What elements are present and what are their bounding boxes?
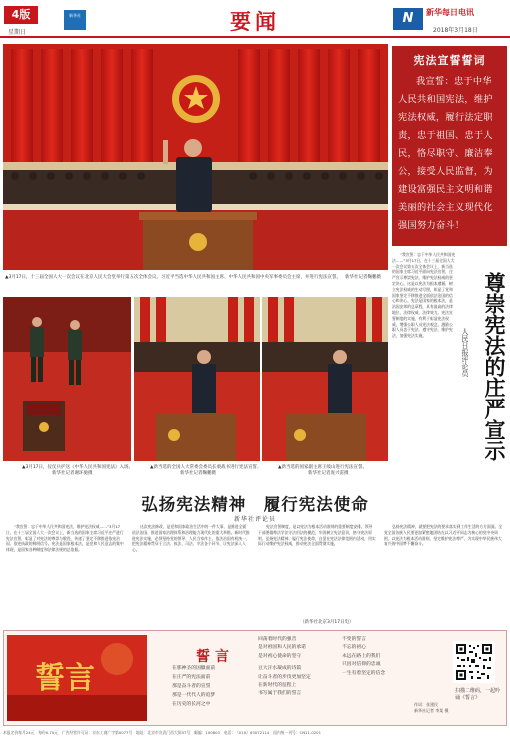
page-header — [0, 0, 510, 38]
poem-author: 作词：张建民 新华社记者 李某 摄 — [414, 702, 449, 713]
photo-li-zhanshu — [134, 297, 260, 461]
poem-block-3: 不变的誓言 不忘的初心 永远在路上的我们 只因对信仰的忠诚 一生有着坚定的信念 — [342, 637, 386, 676]
article-dateline: （新华社北京3月17日电） — [300, 620, 354, 625]
article-title: 弘扬宪法精神 履行宪法使命 — [141, 495, 369, 514]
poem-block-2: 回荡着时代的强音 是对祖国和人民的承诺 是对初心使命的坚守 豆大汗水凝成的诗篇 让奋斗者的步伐更加坚定 在新时代的征程上 书写属于我们的誓言 — [258, 637, 311, 697]
main-photo — [3, 44, 388, 270]
article-col-2: 这次宪法修改，是党和国家政治生活中的一件大事，是推进全面依法治国、推进国家治理体系和治理能力现代化的重大举措。新时代推进宪法实施，必须坚持党的领导、人民当家作主、依法治国有机统一，把宪法精神贯穿于立法、执法、司法、守法各个环节，让宪法深入人心。 — [132, 524, 250, 553]
oath-title: 宪法宣誓誓词 — [413, 54, 486, 67]
commentary-col-1: “我宣誓：忠于中华人民共和国宪法……”3月17日，在十三届全国人大一次会议第五次全体会议上，新当选的国家主席习近平面向宪法宣誓，庄严宣示尊崇宪法、维护宪法权威的坚定决心。这是以宪法为根本遵循，树立宪法权威的生动写照，彰显了党和国家坚定不移推进全面依法治国的信心和决心。宪法是国家的根本法，是治国安邦的总章程，具有最高的法律地位、法律权威、法律效力。宪法宣誓制度的实施，有利于彰显宪法权威，增强公职人员宪法观念，激励公职人员忠于宪法、遵守宪法、维护宪法，加强宪法实施。 — [392, 252, 456, 339]
commentary-byline: 人民日报评论员 — [461, 328, 469, 377]
qr-label: 扫描二维码，一起吟诵《誓言》 — [455, 688, 501, 701]
qr-code[interactable] — [453, 641, 495, 683]
photo-li-zhanshu-caption: ▲新当选的全国人大常委会委员长栗战书进行宪法宣誓。 新华社记者鞠鹏摄 — [150, 465, 262, 476]
poem-image-text: 誓言 — [35, 661, 95, 696]
poem-block-1: 在那神圣的国徽面前 在庄严的宪法面前 那是奋斗者的宣誓 那是一代代人的追梦 在历史的长河之中 — [172, 666, 216, 707]
page-number: 4版 — [4, 6, 38, 24]
brand-logo: N — [393, 8, 423, 30]
article-col-3: 宪法宣誓制度，是以宪法为根本活动准则的重要制度安排。领导干部要做尊法学法守法用法的模范，牢固树立宪法意识，恪守宪法原则、弘扬宪法精神、履行宪法使命，自觉在宪法法律范围内活动，用实际行动维护宪法权威，推动宪法全面贯彻实施。 — [258, 524, 376, 547]
article-byline: 新华社评论员 — [233, 516, 276, 523]
page-footer: 本报定价每月24元 每份0.70元 广告经营许可证：京东工商广字第0077号 地址：北京市宣武门西大街57号 邮编：100803 电话：（010）63072114 国内统一刊号：CN11-0201 — [3, 730, 322, 735]
article-col-1: “我宣誓：忠于中华人民共和国宪法，维护宪法权威……”3月17日，在十三届全国人大一次会议上，新当选的国家主席习近平庄严进行宪法宣誓，彰显了对宪法的尊崇与敬畏，传递了坚定不移推进依宪治国、依宪执政的鲜明信号。宪法是国家根本法，是党和人民意志的集中体现，是国家各种制度和法律法规的总依据。 — [6, 524, 124, 553]
section-title: 要闻 — [230, 9, 280, 34]
poem-title: 誓言 — [196, 649, 234, 665]
oath-ceremony-image — [3, 44, 388, 270]
photo-wang-qishan — [262, 297, 388, 461]
xinhua-logo: 新华社 — [64, 10, 86, 30]
paper-name: 新华每日电讯 — [426, 8, 474, 17]
photo-honor-guard — [3, 297, 131, 461]
oath-text-box — [392, 46, 507, 246]
page-weekday: 星期日 — [8, 29, 27, 36]
commentary-title: 尊崇宪法的庄严宣示 — [482, 272, 507, 461]
photo-wang-qishan-caption: ▲新当选的国家副主席王岐山进行宪法宣誓。 新华社记者庞兴雷摄 — [278, 465, 367, 476]
issue-date: 2018年3月18日 — [433, 27, 478, 34]
qr-code-icon — [455, 643, 493, 681]
article-col-4: 弘扬宪法精神，就要把宪法的要求落实到工作生活的方方面面。全党全国各族人民要更加紧密地团结在以习近平同志为核心的党中央周围，以宪法为根本活动准则，坚定维护宪法尊严，为实现中华民族伟大复兴的中国梦不懈奋斗。 — [384, 524, 503, 547]
photo-honor-guard-caption: ▲3月17日，仪仗兵护送《中华人民共和国宪法》入场。 新华社记者谢环驰摄 — [22, 465, 134, 476]
oath-text: 我宣誓：忠于中华人民共和国宪法，维护宪法权威，履行法定职责，忠于祖国、忠于人民，恪尽职守、廉洁奉公，接受人民监督，为建设富强民主文明和谐美丽的社会主义现代化强国努力奋斗！ — [398, 76, 493, 231]
poem-image — [7, 635, 147, 721]
main-photo-caption: ▲3月17日，十三届全国人大一次会议在北京人民大会堂举行第五次全体会议。习近平当选中华人民共和国主席、中华人民共和国中央军事委员会主席，并进行宪法宣誓。 新华社记者鞠鹏摄 — [5, 275, 382, 280]
